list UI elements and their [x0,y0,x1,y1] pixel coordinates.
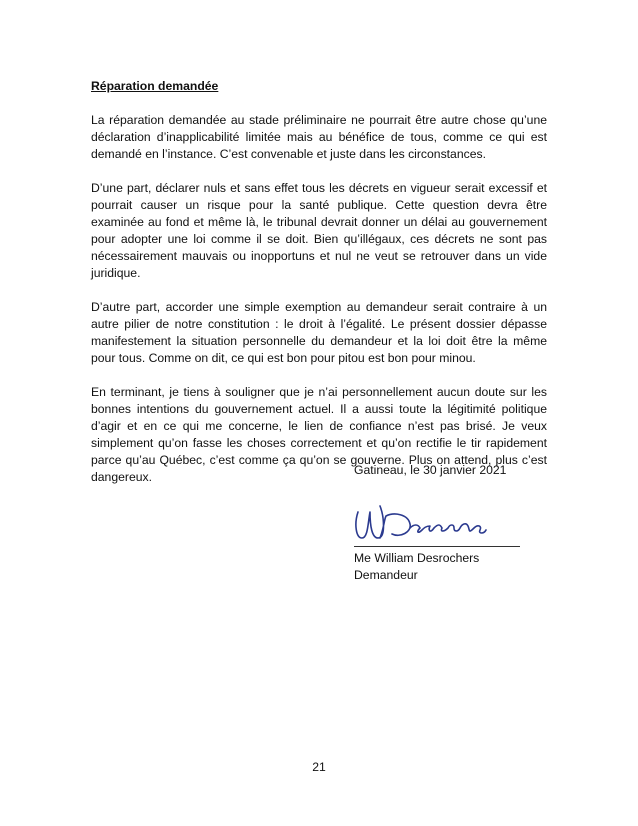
paragraph: D’une part, déclarer nuls et sans effet tous les décrets en vigueur serait excessif et pourrait causer un risque pour la santé publique. Cette question devra être examinée au fond et même là, le tribunal devrait donner un délai au gouvernement pour adopter une loi comme il se doit. Bien qu’illégaux, ces décrets ne sont pas nécessairement mauvais ou inopportuns et nul ne veut se retrouver dans un vide juridique. [91,181,547,280]
signer-name: Me William Desrochers [354,551,480,565]
paragraph: En terminant, je tiens à souligner que je n’ai personnellement aucun doute sur les bonnes intentions du gouvernement actuel. Il a aussi toute la légitimité politique d’agir et en ce qui me concerne, le lien de confiance n’est pas brisé. Je veux simplement qu’on fasse les choses correctement et qu’on rectifie le tir rapidement parce qu’au Québec, c’est comme ça qu’on se gouverne. Plus on attend, plus c’est dangereux. [91,385,547,484]
signature-block [354,462,554,582]
paragraph: D’autre part, accorder une simple exemption au demandeur serait contraire à un autre pilier de notre constitution : le droit à l’égalité. Le présent dossier dépasse manifestement la situation personnelle du demandeur et la loi doit être la même pour tous. Comme on dit, ce qui est bon pour pitou est bon pour minou. [91,300,547,365]
paragraph: La réparation demandée au stade préliminaire ne pourrait être autre chose qu’une déclaration d’inapplicabilité limitée mais au bénéfice de tous, comme ce qui est demandé en l’instance. C’est convenable et juste dans les circonstances. [91,113,547,161]
section-heading: Réparation demandée [91,79,219,93]
document-body [91,78,547,503]
place-and-date: Gatineau, le 30 janvier 2021 [354,463,507,477]
handwritten-signature [350,498,490,542]
signature-line [354,546,520,547]
page-number: 21 [312,760,326,774]
signer-role: Demandeur [354,568,418,582]
